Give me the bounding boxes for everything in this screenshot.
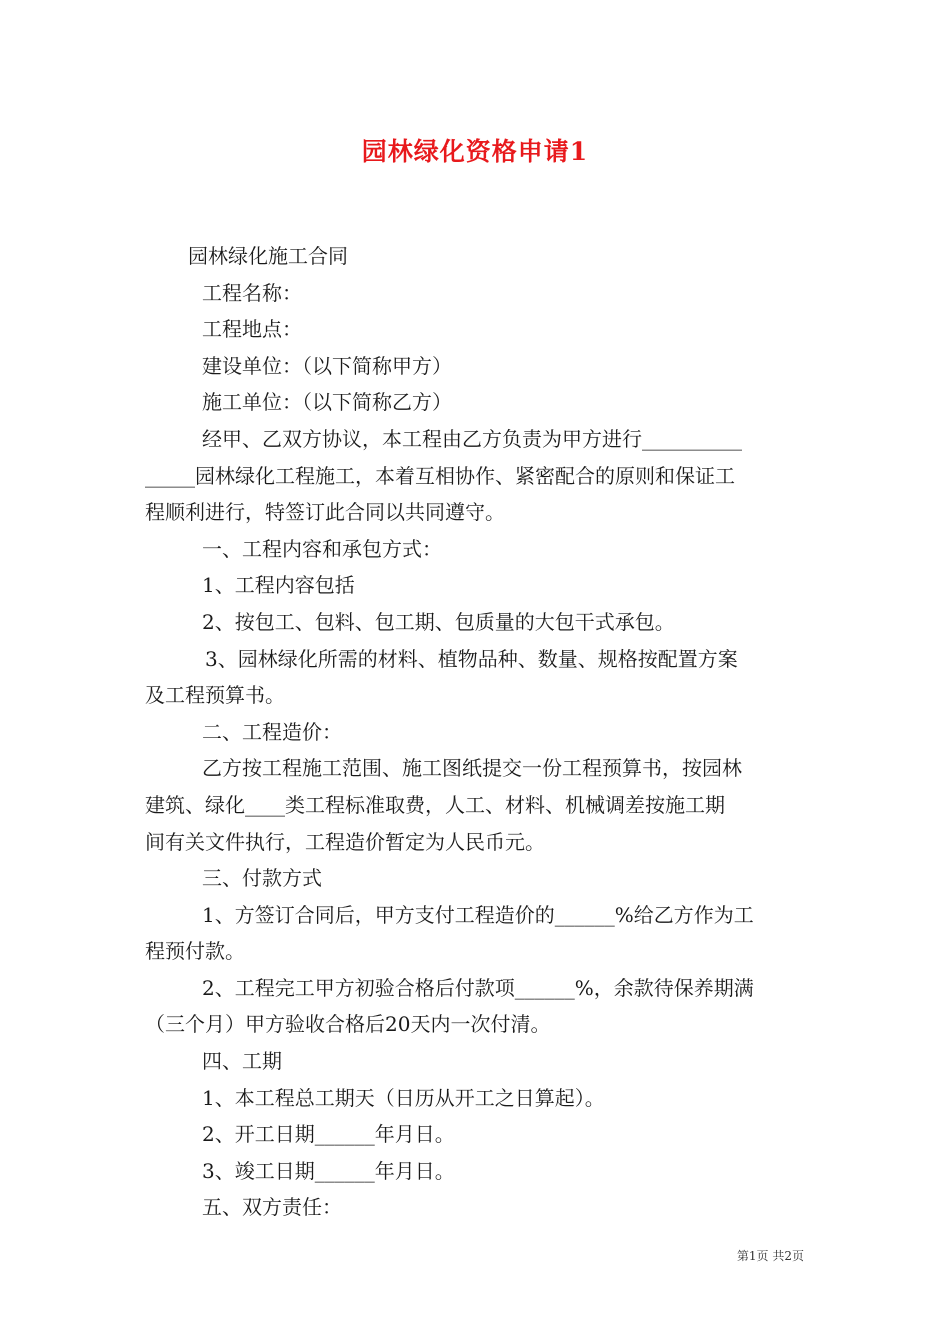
section-heading: 五、双方责任： [202,1195,342,1220]
paragraph-line: 间有关文件执行，工程造价暂定为人民币元。 [145,829,545,854]
clause-item: 1、方签订合同后，甲方支付工程造价的______%给乙方作为工 [202,902,754,927]
section-heading: 一、工程内容和承包方式： [202,536,442,561]
clause-item: 2、按包工、包料、包工期、包质量的大包干式承包。 [202,609,675,634]
clause-item: 3、园林绿化所需的材料、植物品种、数量、规格按配置方案 [205,646,738,671]
clause-item: 3、竣工日期______年月日。 [202,1158,455,1183]
clause-item: 1、工程内容包括 [202,573,355,598]
page-number: 第1页 共2页 [736,1249,804,1263]
field-project-location: 工程地点： [202,317,302,342]
paragraph-line: 乙方按工程施工范围、施工图纸提交一份工程预算书，按园林 [202,756,742,781]
paragraph-line: _____园林绿化工程施工，本着互相协作、紧密配合的原则和保证工 [145,463,735,488]
paragraph-line: 程顺利进行，特签订此合同以共同遵守。 [145,500,505,525]
clause-item-continued: （三个月）甲方验收合格后20天内一次付清。 [145,1012,551,1037]
clause-item: 2、开工日期______年月日。 [202,1122,455,1147]
document-title: 园林绿化资格申请1 [361,137,589,166]
paragraph-line: 建筑、绿化____类工程标准取费，人工、材料、机械调差按施工期 [145,792,725,817]
clause-item-continued: 及工程预算书。 [145,683,285,708]
field-project-name: 工程名称： [202,280,302,305]
clause-item: 2、工程完工甲方初验合格后付款项______%，余款待保养期满 [202,975,754,1000]
section-heading: 四、工期 [202,1049,282,1074]
contract-heading: 园林绿化施工合同 [188,244,348,268]
document-body [145,238,810,1226]
clause-item-continued: 程预付款。 [145,939,245,964]
field-party-b: 施工单位：（以下简称乙方） [202,390,452,415]
section-heading: 三、付款方式 [202,866,322,891]
field-party-a: 建设单位：（以下简称甲方） [202,353,452,378]
section-heading: 二、工程造价： [202,719,342,744]
clause-item: 1、本工程总工期天（日历从开工之日算起）。 [202,1085,605,1110]
paragraph-line: 经甲、乙双方协议，本工程由乙方负责为甲方进行__________ [202,426,742,451]
